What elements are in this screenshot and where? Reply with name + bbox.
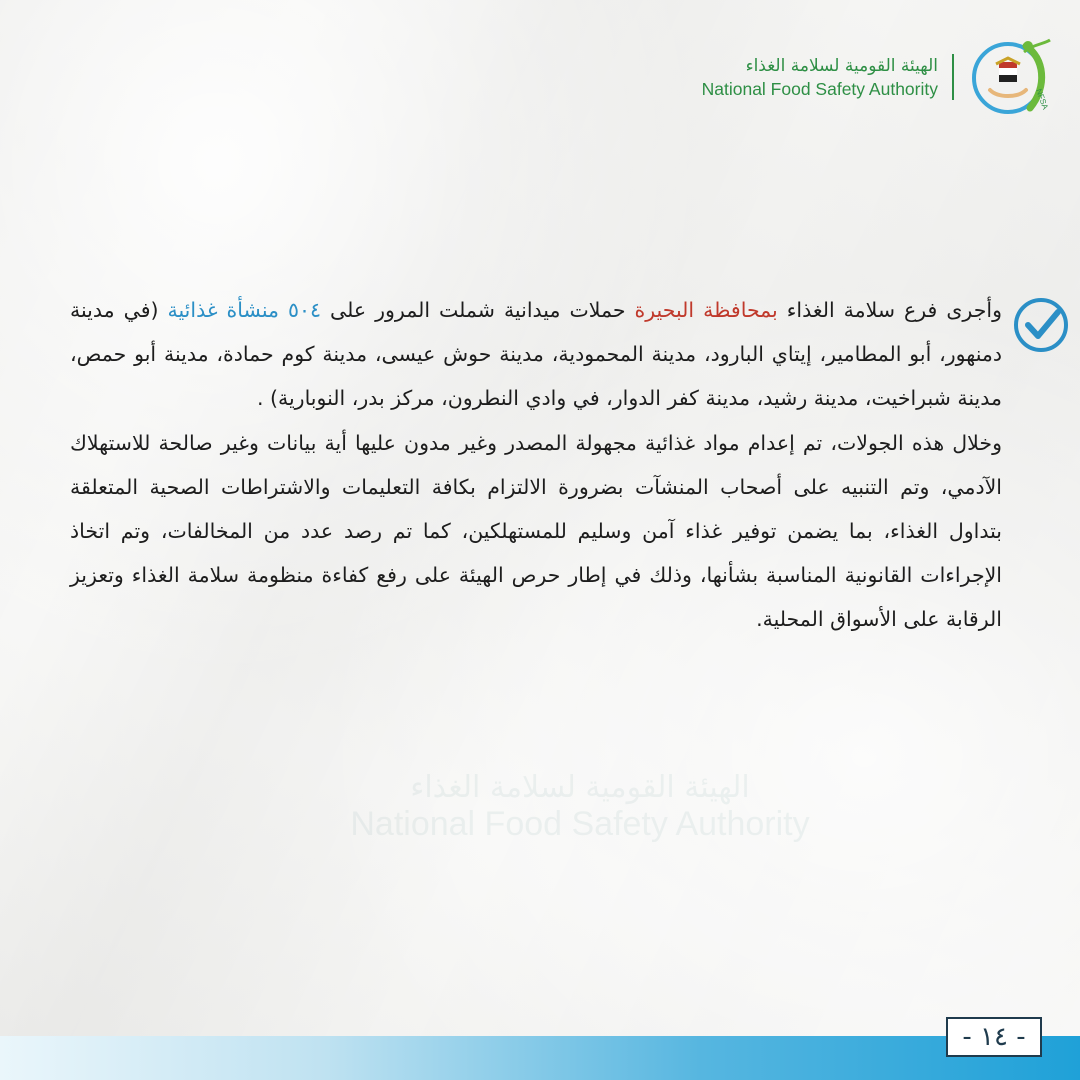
page-number: - ١٤ - (946, 1017, 1042, 1057)
facility-count-highlight: ٥٠٤ منشأة غذائية (167, 298, 322, 322)
p1-text-cities: (في مدينة دمنهور، أبو المطامير، إيتاي البارود، مدينة المحمودية، مدينة حوش عيسى، مدينة كوم حمادة، مدينة أبو حمص، مدينة شبراخيت، مدينة رشيد، مدينة كفر الدوار، في وادي النطرون، مركز بدر، النوبارية) . (70, 298, 1002, 411)
nfsa-logo-icon (968, 34, 1054, 120)
logo-initials: NFSA (1034, 87, 1050, 111)
paragraph-results: وخلال هذه الجولات، تم إعدام مواد غذائية مجهولة المصدر وغير مدون عليها أية بيانات وغير صالحة للاستهلاك الآدمي، وتم التنبيه على أصحاب المنشآت بضرورة الالتزام بكافة التعليمات والاشتراطات الصحية المتعلقة بتداول الغذاء، بما يضمن توفير غذاء آمن وسليم للمستهلكين، كما تم رصد عدد من المخالفات، وتم اتخاذ الإجراءات القانونية المناسبة بشأنها، وذلك في إطار حرص الهيئة على رفع كفاءة منظومة سلامة الغذاء وتعزيز الرقابة على الأسواق المحلية. (70, 430, 1002, 632)
governorate-highlight: بمحافظة البحيرة (634, 298, 778, 322)
brand-name-ar: الهيئة القومية لسلامة الغذاء (745, 56, 938, 76)
brand-text (702, 54, 954, 100)
brand-name-en: National Food Safety Authority (701, 79, 938, 99)
watermark-name-en: National Food Safety Authority (350, 805, 810, 843)
article-body (70, 288, 1002, 642)
paragraph-campaigns (70, 288, 1002, 421)
p1-text-middle: حملات ميدانية شملت المرور على (330, 298, 626, 322)
header-brand (702, 34, 1054, 120)
watermark-name-ar: الهيئة القومية لسلامة الغذاء (410, 770, 750, 805)
watermark (320, 770, 840, 844)
check-circle-icon (1012, 296, 1070, 354)
p1-text-start: وأجرى فرع سلامة الغذاء (786, 298, 1002, 322)
footer-bar (0, 1036, 1080, 1080)
